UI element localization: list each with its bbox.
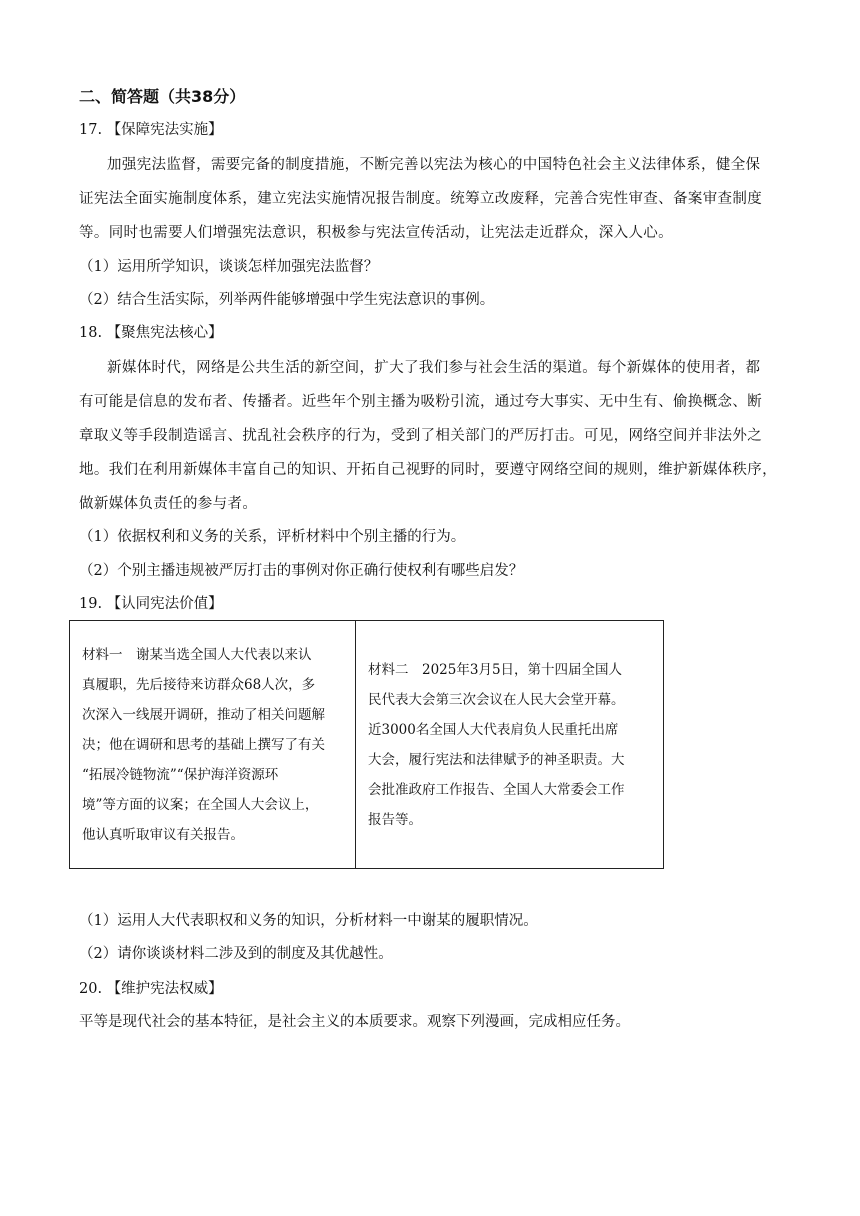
q17-paragraph-line: 加强宪法监督，需要完备的制度措施，不断完善以宪法为核心的中国特色社会主义法律体系，健全保	[107, 157, 761, 173]
material-2-line: 报告等。	[368, 811, 422, 828]
material-2-cell	[356, 621, 664, 869]
material-1-line: “拓展冷链物流”“保护海洋资源环	[82, 766, 279, 783]
section-title: 二、简答题（共38分）	[79, 87, 246, 106]
material-1-line: 次深入一线展开调研，推动了相关问题解	[82, 706, 325, 723]
q20-intro: 平等是现代社会的基本特征，是社会主义的本质要求。观察下列漫画，完成相应任务。	[79, 1014, 630, 1030]
material-1-line: 决；他在调研和思考的基础上撰写了有关	[82, 736, 325, 753]
q18-paragraph-line: 新媒体时代，网络是公共生活的新空间，扩大了我们参与社会生活的渠道。每个新媒体的使用者，都	[107, 360, 761, 376]
q19-subquestion-2: （2）请你谈谈材料二涉及到的制度及其优越性。	[79, 946, 393, 962]
material-1-line: 材料一 谢某当选全国人大代表以来认	[82, 646, 312, 663]
q19-heading: 19. 【认同宪法价值】	[79, 596, 223, 612]
material-2-line: 大会，履行宪法和法律赋予的神圣职责。大	[368, 751, 625, 768]
material-1-line: 真履职，先后接待来访群众68人次，多	[82, 676, 316, 693]
material-1-cell	[70, 621, 356, 869]
material-2-line: 会批准政府工作报告、全国人大常委会工作	[368, 781, 625, 798]
q20-heading: 20. 【维护宪法权威】	[79, 981, 223, 997]
materials-table	[69, 620, 664, 869]
q17-heading: 17. 【保障宪法实施】	[79, 122, 223, 138]
q18-heading: 18. 【聚焦宪法核心】	[79, 325, 223, 341]
q17-subquestion-2: （2）结合生活实际，列举两件能够增强中学生宪法意识的事例。	[79, 292, 495, 308]
q18-subquestion-1: （1）依据权利和义务的关系，评析材料中个别主播的行为。	[79, 529, 466, 545]
q18-paragraph-line: 地。我们在利用新媒体丰富自己的知识、开拓自己视野的同时，要遵守网络空间的规则，维护新媒体秩序，	[79, 462, 777, 478]
material-1-line: 境”等方面的议案；在全国人大会议上，	[82, 796, 319, 813]
q19-subquestion-1: （1）运用人大代表职权和义务的知识，分析材料一中谢某的履职情况。	[79, 913, 538, 929]
material-2-line: 材料二 2025年3月5日，第十四届全国人	[368, 661, 623, 678]
q18-subquestion-2: （2）个别主播违规被严厉打击的事例对你正确行使权利有哪些启发？	[79, 563, 524, 579]
q17-subquestion-1: （1）运用所学知识，谈谈怎样加强宪法监督？	[79, 259, 379, 275]
material-1-line: 他认真听取审议有关报告。	[82, 826, 244, 843]
q17-paragraph-line: 等。同时也需要人们增强宪法意识，积极参与宪法宣传活动，让宪法走近群众，深入人心。	[79, 225, 673, 241]
material-2-line: 民代表大会第三次会议在人民大会堂开幕。	[368, 691, 625, 708]
material-2-line: 近3000名全国人大代表肩负人民重托出席	[368, 721, 619, 738]
q18-paragraph-line: 章取义等手段制造谣言、扰乱社会秩序的行为，受到了相关部门的严厉打击。可见，网络空间并非法外之	[79, 428, 763, 444]
q18-paragraph-line: 有可能是信息的发布者、传播者。近些年个别主播为吸粉引流，通过夸大事实、无中生有、偷换概念、断	[79, 394, 763, 410]
q18-paragraph-line: 做新媒体负责任的参与者。	[79, 496, 258, 512]
q17-paragraph-line: 证宪法全面实施制度体系，建立宪法实施情况报告制度。统筹立改废释，完善合宪性审查、备案审查制度	[79, 191, 763, 207]
